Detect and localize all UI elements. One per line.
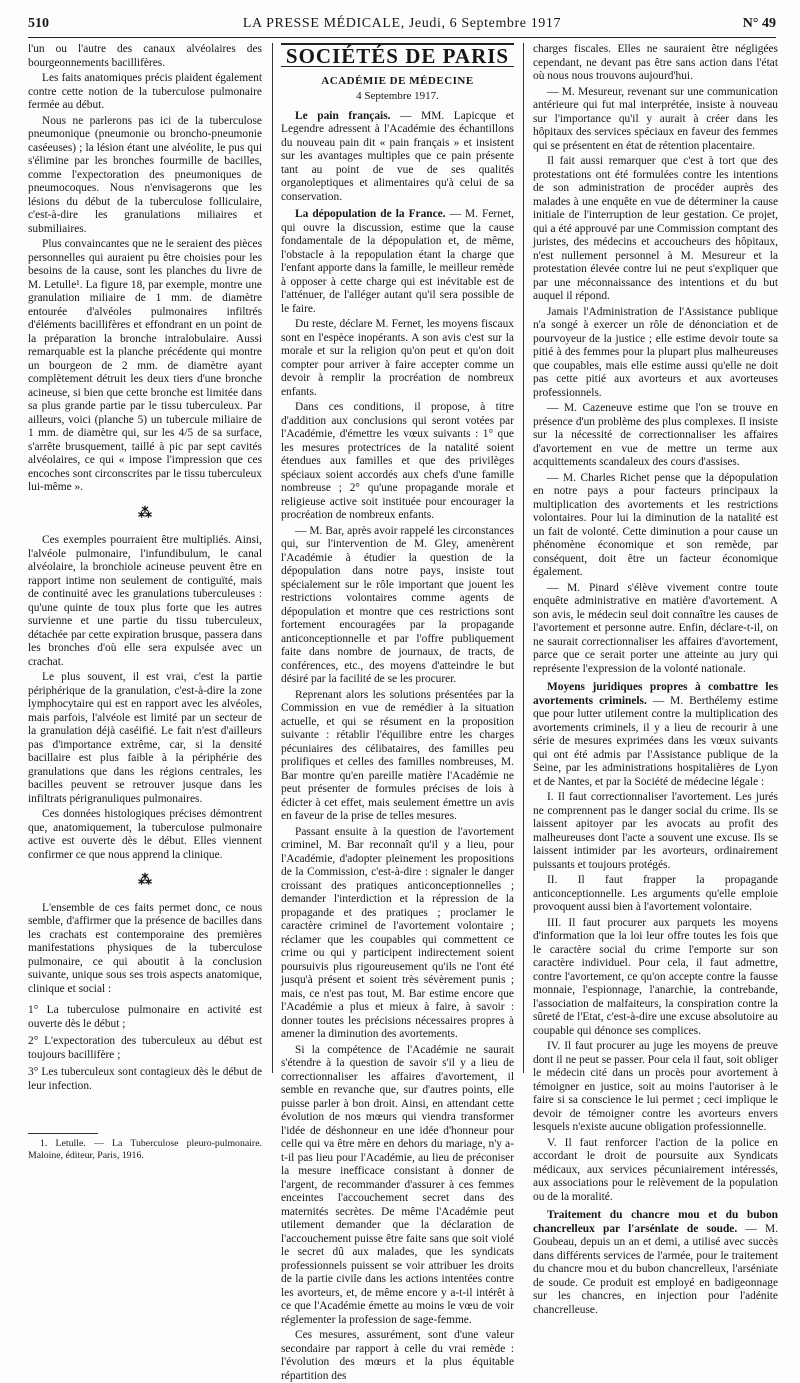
column-right bbox=[533, 43, 778, 1316]
page-header bbox=[28, 16, 776, 38]
paragraph bbox=[281, 208, 514, 316]
paragraph: Si la compétence de l'Académie ne saurait s'étendre à la question de savoir s'il y a lieu de correctionnaliser les affaires d'avortement, il semble en revanche que, sur d'autres points, elle puisse parler à bon droit. Ainsi, en attendant cette évolution de nos mœurs qui viendra transformer l'idée de déshonneur en une idée d'honneur pour celle qui va être mère en dehors du mariage, n'y a-t-il pas lieu pour l'Académie, au lieu de préconiser la mesure inefficace consistant à donner de l'argent, de recommander d'assurer à ces femmes enceintes l'accouchement secret dans des maternités secrètes. De même l'Académie peut utilement demander que la déclaration de l'accouchement puisse être faite sans que soit violé le secret dû aux malades, que les syndicats professionnels puissent se voir attribuer les droits de la partie civile dans les actions intentées contre les avorteurs, et, de même encore y a-t-il intérêt à ce que l'Académie émette au moins le vœu de voir réglementer la profession de sage-femme. bbox=[281, 1043, 514, 1326]
paragraph: — M. Pinard s'élève vivement contre toute enquête administrative en matière d'avortement. A son avis, le médecin seul doit connaître les causes de l'avortement et personne autre. Enfin, déclare-t-il, on ne saurait correctionnaliser les affaires d'avortement, parce que ce serait porter une atteinte au jury qui représente l'expression de la volonté nationale. bbox=[533, 581, 778, 675]
society-name: ACADÉMIE DE MÉDECINE bbox=[321, 74, 474, 87]
column-left bbox=[28, 43, 262, 1161]
conclusion-list bbox=[28, 1004, 262, 1093]
list-item: 1° La tuberculose pulmonaire en activité est ouverte dès le début ; bbox=[28, 1004, 262, 1030]
running-title: LA PRESSE MÉDICALE, Jeudi, 6 Septembre 1917 bbox=[242, 16, 562, 31]
paragraph: III. Il faut procurer aux parquets les moyens d'information que la loi leur offre toutes les fois que le caractère social du crime l'emporte sur son caractère individuel. Pour cela, il faut admettre, contre l'avortement, ce qu'on accepte contre la fausse monnaie, l'espionnage, l'anarchie, la contrebande, l'association de malfaiteurs, la conspiration contre la sûreté de l'Etat, c'est-à-dire une excuse absolutoire au coupable qui dénonce ses complices. bbox=[533, 916, 778, 1037]
column-middle bbox=[281, 43, 514, 1382]
paragraph bbox=[533, 681, 778, 789]
paragraph: Jamais l'Administration de l'Assistance publique n'a songé à exercer un rôle de dénonciation et de pourvoyeur de la justice ; elle estime devoir toute sa pitié à des femmes pour la plupart plus malheureuses que coupables, mais elle estime aussi qu'elle ne doit pas cette pitié aux avorteurs et aux avorteuses professionnels. bbox=[533, 305, 778, 399]
list-item: 3° Les tuberculeux sont contagieux dès le début de leur infection. bbox=[28, 1066, 262, 1092]
paragraph: Le plus souvent, il est vrai, c'est la partie périphérique de la granulation, c'est-à-dire la zone lymphocytaire qui est en rapport avec les alvéoles, mais parfois, l'alvéole est limité par un secteur de la granulation déjà caséifié. Le fait n'est d'ailleurs pas d'importance extrême, car, si la densité bacillaire est plus faible à la périphérie des granulations que dans les régions centrales, les bacilles peuvent se retrouver jusque dans les infiltrats périgranuliques pulmonaires. bbox=[28, 671, 262, 805]
paragraph: Passant ensuite à la question de l'avortement criminel, M. Bar reconnaît qu'il y a lieu, pour l'Académie, d'adopter pleinement les propositions de la Commission, c'est-à-dire : signaler le danger croissant des pratiques anticonceptionnelles ; demander l'interdiction et la répression de la propagande et des pratiques ; proclamer le caractère criminel de l'avortement volontaire ; réclamer que les coupables qui commettent ce crime ou qui y participent indirectement soient poursuivis plus rigoureusement qu'ils ne l'ont été jusqu'à présent et soient très sévèrement punis ; mais, ce n'est pas tout, M. Bar estime encore que l'Académie a plus et mieux à faire, à savoir : donner toutes les précisions nécessaires propres à amener la diminution des avortements. bbox=[281, 825, 514, 1040]
paragraph: Ces exemples pourraient être multipliés. Ainsi, l'alvéole pulmonaire, l'infundibulum, le canal alvéolaire, la bronchiole acineuse peuvent être en rapport intime non seulement de contiguïté, mais de continuité avec les granulations tuberculeuses : qu'une quinte de toux plus forte que les autres survienne et une partie du tissu tuberculeux, détachée par cette expiration brusque, passera dans les bronches d'où elle sera expulsée avec un crachat. bbox=[28, 534, 262, 668]
paragraph: Nous ne parlerons pas ici de la tuberculose pneumonique (pneumonie ou broncho-pneumonie caséeuses) ; la lésion étant une alvéolite, le pus qui s'élimine par les bronches fourmille de bacilles, comme l'expectoration des pneumoniques de pneumocoques. Nous n'envisagerons que les lésions du début de la tuberculose folliculaire, c'est-à-dire les granulations miliaires et submiliaires. bbox=[28, 114, 262, 235]
paragraph: Reprenant alors les solutions présentées par la Commission en vue de remédier à la situation actuelle, et qui se résument en la proposition suivante : rétablir l'équilibre entre les charges pécuniaires des célibataires, des familles peu prolifiques et celles des familles nombreuses, M. Bar montre qu'en pareille matière l'Académie ne peut présenter de formules précises de lois à édicter à cet effet, mais seulement émettre un avis en faveur de la prise de telles mesures. bbox=[281, 688, 514, 822]
topic-heading: La dépopulation de la France. bbox=[295, 208, 446, 220]
column-divider-2 bbox=[523, 43, 524, 1073]
section-asterism: ⁂ bbox=[138, 873, 152, 888]
paragraph-text: — M. Goubeau, depuis un an et demi, a utilisé avec succès dans différents services de l'armée, pour le traitement du chancre mou et du bubon chancrelleux, l'arséniate de soude. Ce produit est employé en badigeonnage sur les chancres, en injection pour l'adénite chancrelleuse. bbox=[533, 1222, 778, 1316]
paragraph bbox=[533, 1209, 778, 1317]
paragraph-text: — MM. Lapicque et Legendre adressent à l'Académie des échantillons du nouveau pain dit « pain français » et insistent sur les avantages multiples que ce pain présente tant au point de vue de ses qualités organoleptiques et alimentaires qu'à celui de sa conservation. bbox=[281, 109, 514, 203]
paragraph: Il fait aussi remarquer que c'est à tort que des protestations ont été formulées contre les intentions de son administration de procéder auprès des malades à une enquête en vue de déterminer la cause initiale de l'interruption de leur gestation. Ce projet, qui a été approuvé par une Commission comptant des juristes, des médecins et accoucheurs des hôpitaux, n'est nullement personnel à M. Mesureur et la protestation élevée contre lui ne peut s'expliquer que par une méconnaissance des intentions et du but auquel il répond. bbox=[533, 155, 778, 302]
topic-heading: Le pain français. bbox=[295, 109, 391, 122]
issue-number: N° 49 bbox=[742, 16, 776, 31]
paragraph bbox=[281, 110, 514, 205]
paragraph: Du reste, déclare M. Fernet, les moyens fiscaux sont en l'espèce inopérants. A son avis c'est sur la morale et sur la religion qu'on peut et qu'on doit compter pour arriver à faire accepter comme un devoir à remplir la procréation de nombreux enfants. bbox=[281, 318, 514, 398]
paragraph-text: — M. Berthélemy estime que pour lutter utilement contre la multiplication des avortements criminels, il y a lieu de recourir à une série de mesures exprimées dans les vœux suivants qui ont été admis par l'Assistance publique de la Seine, par les administrations hospitalières de Lyon et de Nantes, et par la Société de médecine légale : bbox=[533, 694, 778, 788]
paragraph-text: — M. Fernet, qui ouvre la discussion, estime que la cause fondamentale de la dépopulation et, de même, l'obstacle à la repopulation étant la charge que l'enfant apporte dans la famille, le meilleur remède à opposer à cette charge qui est inévitable est de l'atténuer, de l'alléger autant qu'il sera possible de le faire. bbox=[281, 208, 514, 315]
section-asterism: ⁂ bbox=[138, 505, 152, 521]
paragraph: IV. Il faut procurer au juge les moyens de preuve dont il ne peut se passer. Pour cela il faut, soit obliger le médecin cité dans un procès pour avortement à témoigner en justice, soit au moins l'autoriser à le faire si sa conscience le lui permet ; ceci implique le devoir de témoigner contre les avorteurs envers lesquels n'existe aucune obligation professionnelle. bbox=[533, 1040, 778, 1133]
topic-heading: Traitement du chancre mou et du bubon chancrelleux par l'arsénlate de soude. bbox=[533, 1209, 778, 1235]
paragraph: — M. Cazeneuve estime que l'on se trouve en présence d'un problème des plus complexes. Il insiste sur la nécessité de correctionnaliser les affaires d'avortement en vue de mettre un terme aux acquittements scandaleux des cours d'assises. bbox=[533, 402, 778, 468]
paragraph: — M. Mesureur, revenant sur une communication antérieure qui fut mal interprétée, insiste à nouveau sur l'importance qu'il y aurait à créer dans les hôpitaux des services spéciaux en faveur des femmes qui se présentent en état de rétention placentaire. bbox=[533, 85, 778, 152]
footnote: 1. Letulle. — La Tuberculose pleuro-pulmonaire. Maloine, éditeur, Paris, 1916. bbox=[28, 1138, 262, 1161]
paragraph: — M. Charles Richet pense que la dépopulation en notre pays a pour facteurs principaux la multiplication des avortements et les restrictions volontaires. Pour lui la diminution de la natalité est un fait de volonté. Cette diminution a pour cause un phénomène économique et son remède, par conséquent, doit être un facteur économique également. bbox=[533, 471, 778, 578]
topic-heading: Moyens juridiques propres à combattre les avortements criminels. bbox=[533, 681, 778, 707]
list-item: 2° L'expectoration des tuberculeux au début est toujours bacillifère ; bbox=[28, 1035, 262, 1061]
paragraph: — M. Bar, après avoir rappelé les circonstances qui, sur l'intervention de M. Gley, amenèrent l'Académie à étudier la question de la dépopulation dans notre pays, insiste tout spécialement sur le rôle important que jouent les restrictions volontaires comme agents de dépopulation et montre que ces restrictions sont fortement encouragées par la propagande anticonceptionnelle et par l'offre publiquement faite dans nombre de journaux, de tracts, de conférences, etc., des moyens d'atteindre le but désiré par la facilité de se les procurer. bbox=[281, 524, 514, 685]
paragraph: Ces mesures, assurément, sont d'une valeur secondaire par rapport à celle du vrai remède : l'évolution des mœurs et la plus équitable répartition des bbox=[281, 1329, 514, 1382]
paragraph: I. Il faut correctionnaliser l'avortement. Les jurés ne comprennent pas le danger social du crime. Ils se laissent apitoyer par les avocats au profit des malheureuses dont l'acte a souvent une excuse. Ils se laissent intimider par les avorteurs, ordinairement puissants et toujours protégés. bbox=[533, 791, 778, 871]
column-divider-1 bbox=[272, 43, 273, 1073]
paragraph: charges fiscales. Elles ne sauraient être négligées cependant, ne devant pas être sans action dans l'état où nous nous trouvons aujourd'hui. bbox=[533, 43, 778, 82]
page-number: 510 bbox=[28, 16, 49, 31]
paragraph: V. Il faut renforcer l'action de la police en accordant le droit de poursuite aux Syndicats médicaux, aux services pécuniairement intéressés, aux associations pour le relèvement de la population ou de la moralité. bbox=[533, 1136, 778, 1203]
paragraph: l'un ou l'autre des canaux alvéolaires des bourgeonnements bacillifères. bbox=[28, 43, 262, 69]
paragraph: II. Il faut frapper la propagande anticonceptionnelle. Les arguments qu'elle emploie provoquent aussi bien à l'avortement volontaire. bbox=[533, 874, 778, 913]
paragraph: Plus convaincantes que ne le seraient des pièces personnelles qui auraient pu être choisies pour les besoins de la cause, sont les planches du livre de M. Letulle¹. La figure 18, par exemple, montre une granulation miliaire de 1 mm. de diamètre entourée d'alvéoles pulmonaires infiltrés d'éléments bacillifères et effondrant en un point de la préparation la bronche intralobulaire. Aussi remarquable est la planche précédente qui montre un bourgeon de 2 mm. de diamètre ayant complètement détruit les deux tiers d'une bronche acineuse, si bien que cette bronche est limitée dans sa plus grande partie par le tissu tuberculeux. Par ailleurs, voici (planche 5) un tubercule miliaire de 1 mm. de diamètre qui, sur les 4/5 de sa surface, s'arrête brusquement, taillé à pic par sept cavités alvéolaires, ce qui « impose l'impression que ces encoches sont circonscrites par le tissu tuberculeux lui-même ». bbox=[28, 238, 262, 493]
paragraph: Dans ces conditions, il propose, à titre d'addition aux conclusions qui seront votées par l'Académie, d'émettre les vœux suivants : 1° que les mesures protectrices de la natalité soient étendues aux familles et que des privilèges spéciaux soient accordés aux chefs d'une famille nombreuse ; 2° qu'une propagande morale et religieuse active soit instituée pour encourager la procréation de nombreux enfants. bbox=[281, 401, 514, 521]
footnote-rule bbox=[28, 1133, 98, 1134]
paragraph: Ces données histologiques précises démontrent que, anatomiquement, la tuberculose pulmonaire active est ouverte dès le début. Elles viennent confirmer ce que nous apprend la clinique. bbox=[28, 808, 262, 861]
header-rule bbox=[28, 37, 776, 38]
paragraph: Les faits anatomiques précis plaident également contre cette notion de la tuberculose pulmonaire fermée au début. bbox=[28, 72, 262, 111]
section-title: SOCIÉTÉS DE PARIS bbox=[285, 44, 510, 68]
section-header bbox=[281, 43, 514, 67]
paragraph: L'ensemble de ces faits permet donc, ce nous semble, d'affirmer que la présence de bacilles dans les crachats est contemporaine des premières manifestations physiques de la tuberculose pulmonaire, ce qui aboutit à la conclusion suivante, unique sous ses trois aspects anatomique, clinique et social : bbox=[28, 901, 262, 995]
session-date: 4 Septembre 1917. bbox=[356, 90, 439, 102]
